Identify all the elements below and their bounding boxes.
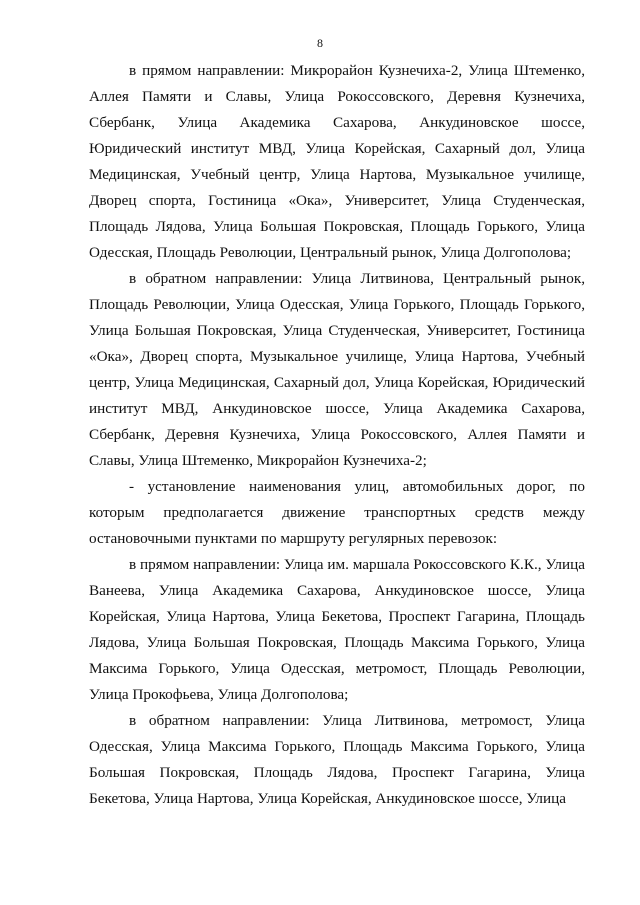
paragraph-streets-intro: - установление наименования улиц, автомобильных дорог, по которым предполагается движение транспортных средств между остановочными пунктами по маршруту регулярных перевозок: <box>89 478 585 547</box>
document-body <box>89 58 585 812</box>
paragraph-forward-streets: в прямом направлении: Улица им. маршала Рокоссовского К.К., Улица Ванеева, Улица Академика Сахарова, Анкудиновское шоссе, Улица Корейская, Улица Нартова, Улица Бекетова, Проспект Гагарина, Площадь Лядова, Улица Большая Покровская, Площадь Максима Горького, Улица Максима Горького, Улица Одесская, метромост, Площадь Революции, Улица Прокофьева, Улица Долгополова; <box>89 556 585 703</box>
paragraph-reverse-streets: в обратном направлении: Улица Литвинова, метромост, Улица Одесская, Улица Максима Горького, Площадь Максима Горького, Улица Большая Покровская, Площадь Лядова, Проспект Гагарина, Улица Бекетова, Улица Нартова, Улица Корейская, Анкудиновское шоссе, Улица <box>89 712 585 807</box>
paragraph-forward-stops: в прямом направлении: Микрорайон Кузнечиха-2, Улица Штеменко, Аллея Памяти и Славы, Улица Рокоссовского, Деревня Кузнечиха, Сбербанк, Улица Академика Сахарова, Анкудиновское шоссе, Юридический институт МВД, Улица Корейская, Сахарный дол, Улица Медицинская, Учебный центр, Улица Нартова, Музыкальное училище, Дворец спорта, Гостиница «Ока», Университет, Улица Студенческая, Площадь Лядова, Улица Большая Покровская, Площадь Горького, Улица Одесская, Площадь Революции, Центральный рынок, Улица Долгополова; <box>89 62 585 261</box>
page-number: 8 <box>317 36 323 50</box>
paragraph-reverse-stops: в обратном направлении: Улица Литвинова, Центральный рынок, Площадь Революции, Улица Одесская, Улица Горького, Площадь Горького, Улица Большая Покровская, Улица Студенческая, Университет, Гостиница «Ока», Дворец спорта, Музыкальное училище, Улица Нартова, Учебный центр, Улица Медицинская, Сахарный дол, Улица Корейская, Юридический институт МВД, Анкудиновское шоссе, Улица Академика Сахарова, Сбербанк, Деревня Кузнечиха, Улица Рокоссовского, Аллея Памяти и Славы, Улица Штеменко, Микрорайон Кузнечиха-2; <box>89 270 585 469</box>
